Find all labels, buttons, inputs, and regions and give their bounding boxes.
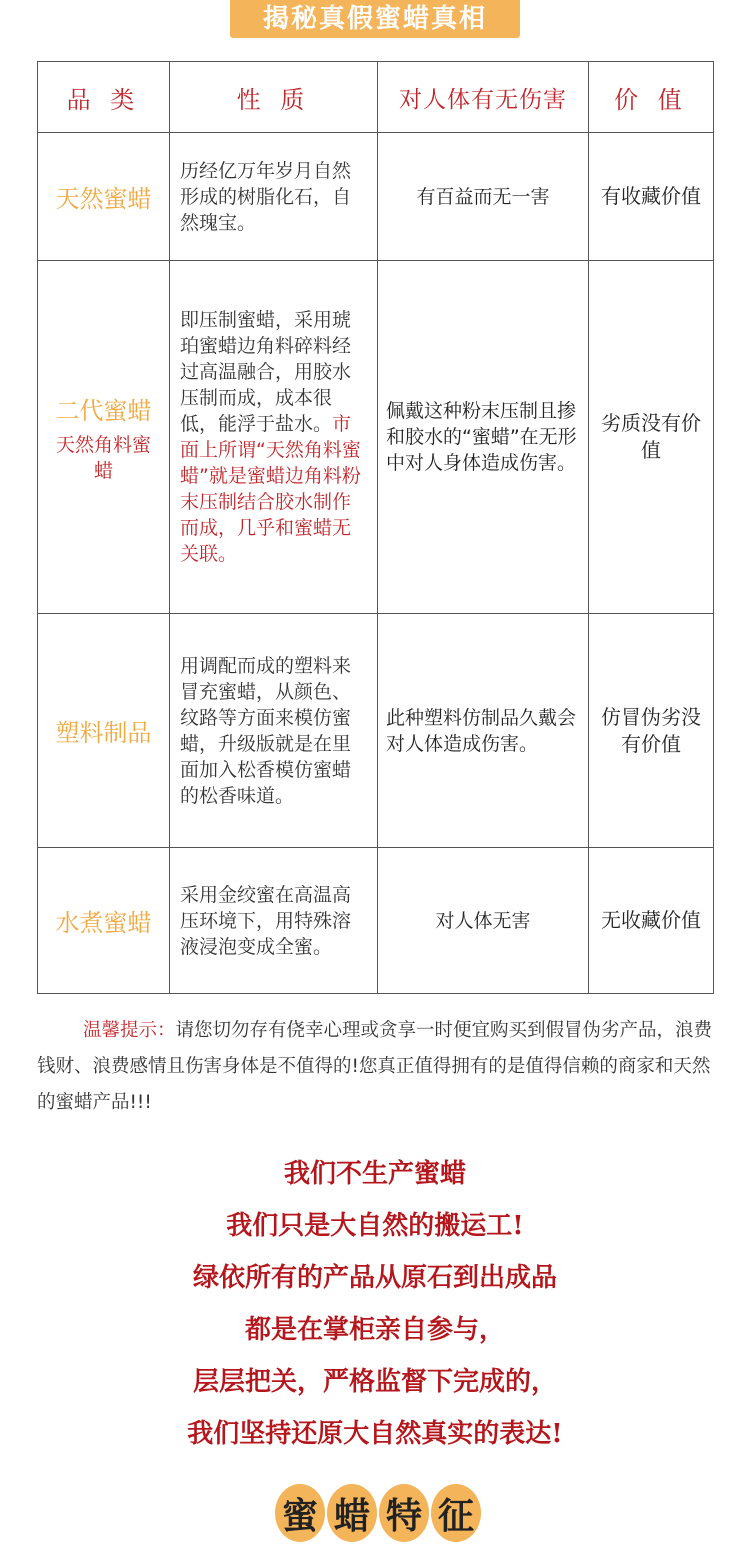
value-cell [589, 133, 714, 261]
table-row [38, 848, 714, 994]
table-row [38, 133, 714, 261]
category-cell [38, 133, 170, 261]
nature-cell [170, 848, 378, 994]
category-cell [38, 614, 170, 848]
value-text: 无收藏价值 [601, 908, 701, 932]
table-row [38, 261, 714, 614]
table-row [38, 614, 714, 848]
value-cell [589, 848, 714, 994]
slogan-line: 层层把关，严格监督下完成的， [192, 1367, 557, 1397]
nature-cell [170, 133, 378, 261]
slogan-block [0, 1148, 750, 1460]
title-badge: 蜜 [275, 1484, 325, 1542]
category-name: 二代蜜蜡 [55, 396, 152, 425]
slogan-line: 我们不生产蜜蜡 [283, 1159, 466, 1189]
category-cell [38, 848, 170, 994]
tip-label: 温馨提示： [83, 1020, 176, 1041]
section-banner [230, 0, 520, 38]
category-name: 水煮蜜蜡 [55, 909, 152, 937]
nature-text: 用调配而成的塑料来冒充蜜蜡，从颜色、纹路等方面来模仿蜜蜡，升级版就是在里面加入松香模仿蜜蜡的松香味道。 [180, 654, 352, 807]
tip-text: 请您切勿存有侥幸心理或贪享一时便宜购买到假冒伪劣产品，浪费钱财、浪费感情且伤害身体是不值得的!您真正值得拥有的是值得信赖的商家和天然的蜜蜡产品!!! [37, 1020, 713, 1113]
header-harm: 对人体有无伤害 [378, 62, 589, 133]
nature-text: 采用金绞蜜在高温高压环境下，用特殊溶液浸泡变成全蜜。 [180, 883, 352, 958]
table-header-row [38, 62, 714, 133]
slogan-line: 我们只是大自然的搬运工! [226, 1211, 524, 1241]
slogan-line: 我们坚持还原大自然真实的表达! [187, 1419, 563, 1449]
harm-cell: 此种塑料仿制品久戴会对人体造成伤害。 [378, 614, 589, 848]
value-text: 有收藏价值 [601, 184, 701, 208]
title-badge: 特 [379, 1484, 429, 1542]
harm-cell: 有百益而无一害 [378, 133, 589, 261]
banner-title: 揭秘真假蜜蜡真相 [262, 3, 487, 34]
value-cell [589, 261, 714, 614]
nature-text: 历经亿万年岁月自然形成的树脂化石，自然瑰宝。 [180, 159, 352, 234]
category-cell [38, 261, 170, 614]
header-value: 价 值 [589, 62, 714, 133]
nature-text-highlight: 市面上所谓“天然角料蜜蜡”就是蜜蜡边角料粉末压制结合胶水制作而成，几乎和蜜蜡无关联。 [180, 413, 361, 565]
warm-tip [37, 1013, 717, 1121]
nature-cell [170, 261, 378, 614]
nature-text: 即压制蜜蜡，采用琥珀蜜蜡边角料碎料经过高温融合，用胶水压制而成，成本很低，能浮于盐水。 [180, 309, 352, 435]
harm-cell: 对人体无害 [378, 848, 589, 994]
title-badge: 蜡 [327, 1484, 377, 1542]
slogan-line: 都是在掌柜亲自参与， [244, 1315, 505, 1345]
harm-cell: 佩戴这种粉末压制且掺和胶水的“蜜蜡”在无形中对人身体造成伤害。 [378, 261, 589, 614]
header-category: 品 类 [38, 62, 170, 133]
title-badge: 征 [431, 1484, 481, 1542]
category-name: 塑料制品 [55, 719, 152, 747]
header-nature: 性 质 [170, 62, 378, 133]
value-text: 劣质没有价值 [601, 411, 701, 462]
value-text: 仿冒伪劣没有价值 [601, 704, 701, 756]
nature-cell [170, 614, 378, 848]
category-name: 天然蜜蜡 [55, 185, 152, 213]
section-title-badges [275, 1484, 481, 1544]
comparison-table [37, 61, 714, 994]
value-cell [589, 614, 714, 848]
category-subname: 天然角料蜜蜡 [56, 433, 152, 482]
slogan-line: 绿依所有的产品从原石到出成品 [192, 1263, 557, 1293]
